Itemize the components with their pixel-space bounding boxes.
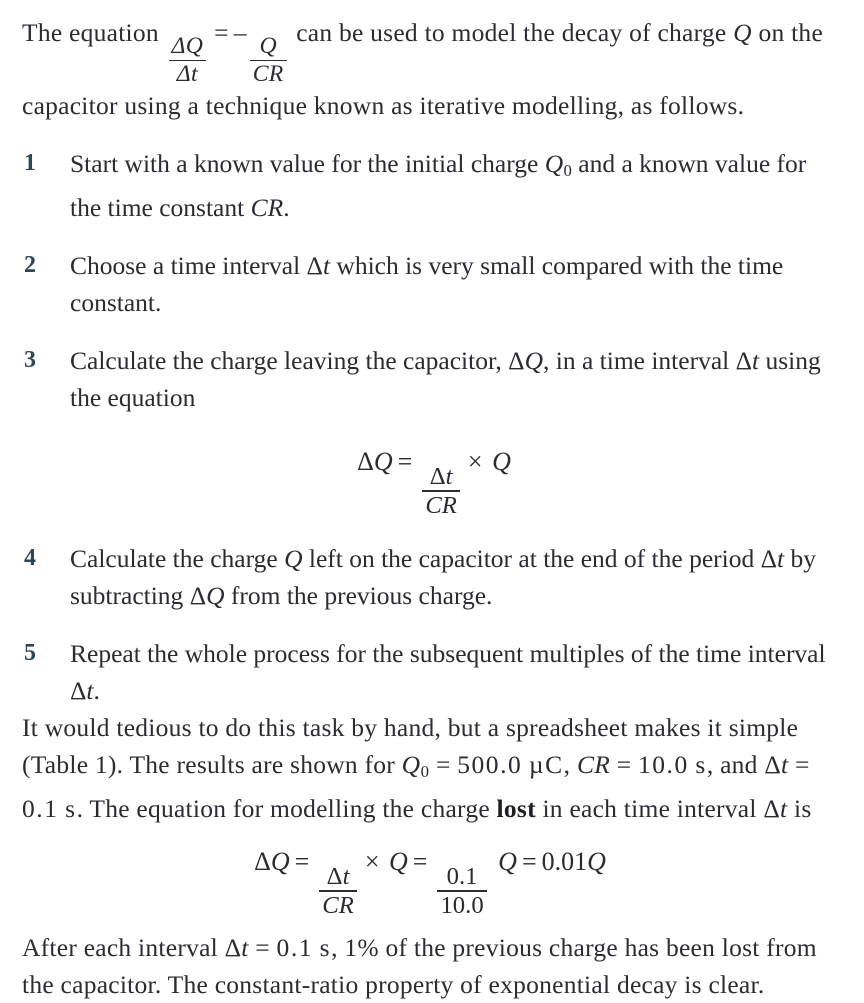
emphasis-lost: lost [496, 794, 536, 824]
multiplication-sign: × [467, 447, 483, 477]
step-number: 1 [24, 149, 36, 176]
step-text-before: Calculate the charge [70, 543, 278, 573]
iterative-modelling-steps [22, 145, 832, 417]
delta-symbol: Δ [357, 447, 374, 477]
symbol-delta-t: Δt [224, 932, 249, 962]
paragraph-part-4: in each time interval [542, 794, 757, 824]
result-symbol-q: Q [587, 847, 606, 877]
value-initial-charge: 500.0 µC [457, 749, 564, 779]
step-text-middle: , in a time interval [543, 346, 730, 376]
fraction-numerator: ΔQ [171, 32, 204, 59]
step-text-after: . [283, 193, 290, 223]
paragraph-part-2: and [720, 749, 758, 779]
symbol-q-zero: $Q_0$ [401, 749, 430, 782]
step-text-after: . [93, 675, 100, 705]
step-text-before: Repeat the whole process for the subsequent multiples of the time interval [70, 638, 826, 668]
equals-sign: = [616, 749, 632, 779]
value-time-interval: 0.1 s [276, 932, 332, 962]
step-number: 3 [24, 347, 36, 374]
symbol-delta-t: Δt [306, 251, 331, 281]
step-number: 5 [24, 639, 36, 666]
fraction-numerator: Δt [429, 462, 453, 490]
step-item-3 [22, 342, 832, 416]
equals-sign-1: = [294, 847, 310, 877]
fraction-denominator: CR [322, 892, 354, 920]
fraction-numerator: Δt [326, 862, 350, 890]
equals-sign: = [255, 932, 270, 962]
step-text-before: Calculate the charge leaving the capacitor, [70, 346, 502, 376]
step-text-middle: left on the capacitor at the end of the period [308, 543, 755, 573]
step-item-2 [22, 247, 832, 321]
step-item-5 [22, 635, 832, 709]
step-text [70, 342, 832, 416]
equals-sign: = [397, 447, 413, 477]
symbol-q: Q [284, 543, 303, 573]
symbol-q: Q [373, 447, 393, 477]
fraction-denominator: CR [425, 492, 457, 520]
fraction-denominator: CR [252, 61, 284, 88]
minus-sign: – [233, 18, 247, 47]
fraction-q-cr [250, 34, 287, 87]
fraction-numerator: 0.1 [446, 862, 478, 890]
iterative-modelling-steps-continued [22, 540, 832, 709]
symbol-q-middle: Q [389, 847, 408, 877]
fraction-delta-t-over-cr [422, 464, 460, 519]
step-text [70, 540, 832, 614]
step-text-middle: and a known value for the time constant [70, 148, 807, 223]
paragraph-part-1: It would tedious to do this task by hand, but a spreadsheet makes it simple (Table 1). The results are shown for [22, 712, 799, 779]
step-text [70, 145, 832, 227]
closing-part-2: , 1% of the previous charge has been lost from the capacitor. The constant-ratio property of exponential decay is clear. [22, 932, 817, 999]
closing-paragraph [22, 929, 832, 1003]
symbol-cr: CR [576, 749, 611, 779]
symbol-delta-t: Δt [70, 675, 94, 705]
equals-sign: = [794, 749, 810, 779]
step-text-after: using the equation [70, 346, 821, 413]
delta-symbol: Δ [254, 847, 271, 877]
step-text-after: which is very small compared with the time constant. [70, 251, 784, 318]
step-text [70, 635, 832, 709]
symbol-delta-t: Δt [735, 346, 760, 376]
step-number: 2 [24, 252, 36, 279]
equals-sign-3: = [521, 847, 537, 877]
intro-text-after-equation: can be used to model the decay of charge [296, 18, 727, 47]
symbol-q: Q [270, 847, 290, 877]
fraction-dq-dt [169, 34, 207, 87]
symbol-delta-q: ΔQ [189, 580, 225, 610]
fraction-denominator: 10.0 [440, 892, 484, 920]
step-text-before: Start with a known value for the initial charge [70, 148, 539, 178]
step-item-4 [22, 540, 832, 614]
paragraph-part-5: is [793, 794, 812, 824]
step-text [70, 247, 832, 321]
symbol-charge-q: Q [733, 18, 752, 47]
multiplication-sign: × [364, 847, 380, 877]
step-text-middle-2: by subtracting [70, 543, 816, 610]
value-time-interval: 0.1 s [22, 794, 77, 824]
intro-continuation-text: on the capacitor using a technique known as iterative modelling, as follows. [22, 18, 824, 120]
step-item-1 [22, 145, 832, 227]
equals-sign: = [214, 18, 229, 47]
symbol-delta-q: ΔQ [508, 346, 543, 376]
fraction-numerator: Q [259, 32, 277, 59]
equals-sign: = [435, 749, 451, 779]
displayed-equation-charge-lost [22, 842, 832, 918]
spreadsheet-paragraph [22, 709, 832, 828]
fraction-denominator: Δt [176, 61, 198, 88]
symbol-cr: CR [250, 193, 284, 223]
paragraph-part-3: . The equation for modelling the charge [76, 794, 490, 824]
comma: , [563, 749, 571, 779]
fraction-numeric-values [437, 864, 486, 919]
step-number: 4 [24, 544, 36, 571]
symbol-q-zero: $Q_0$ [544, 148, 572, 181]
symbol-q-after-fraction: Q [498, 847, 517, 877]
step-text-before: Choose a time interval [70, 251, 301, 281]
symbol-q-right: Q [492, 447, 511, 477]
symbol-delta-t: Δt [763, 794, 788, 824]
intro-paragraph [22, 14, 832, 124]
result-coefficient: 0.01 [541, 847, 588, 877]
fraction-delta-t-over-cr [319, 864, 357, 919]
step-text-after: from the previous charge. [230, 580, 493, 610]
intro-text-before-equation: The equation [22, 18, 159, 47]
symbol-delta-t: Δt [764, 749, 789, 779]
value-time-constant: 10.0 s [637, 749, 707, 779]
symbol-delta-t: Δt [760, 543, 785, 573]
closing-part-1: After each interval [22, 932, 218, 962]
equals-sign-2: = [412, 847, 428, 877]
displayed-equation-delta-q [22, 442, 832, 518]
comma: , [706, 749, 714, 779]
